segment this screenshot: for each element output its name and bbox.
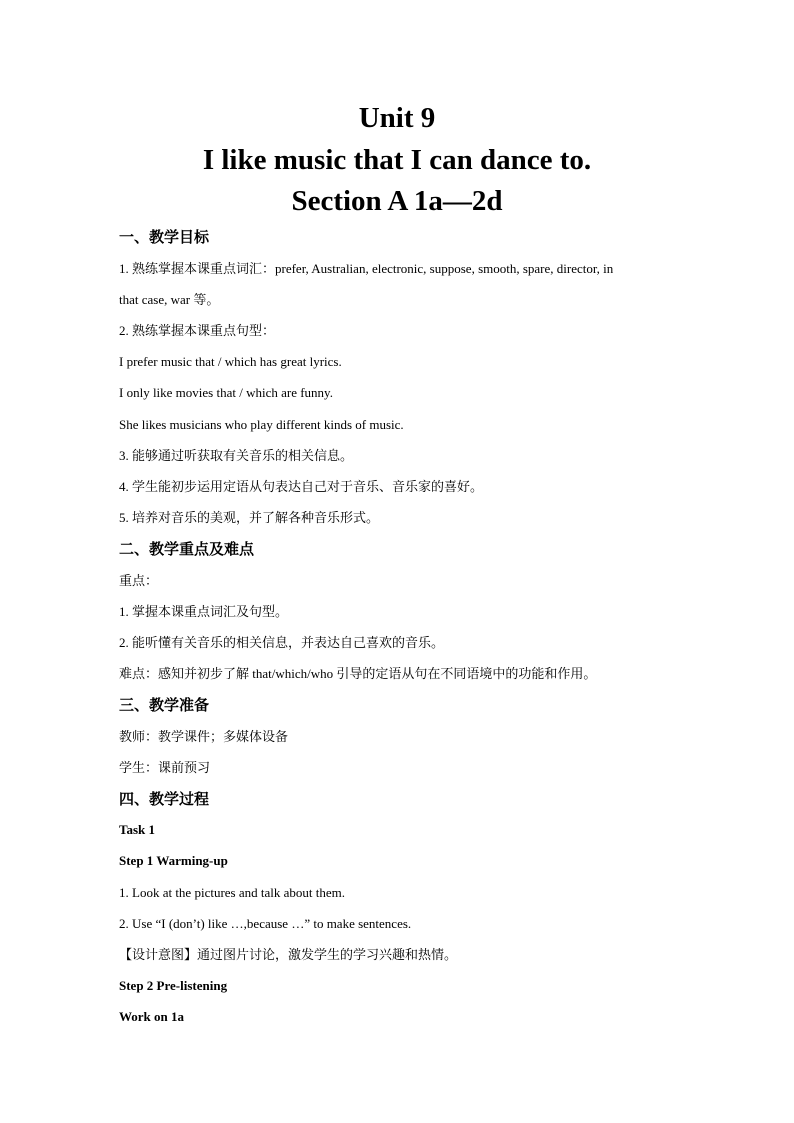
goal-item-5: 5. 培养对音乐的美观，并了解各种音乐形式。 xyxy=(119,510,380,525)
design-intent: 【设计意图】通过图片讨论，激发学生的学习兴趣和热情。 xyxy=(119,947,458,962)
goal-item-2: 2. 熟练掌握本课重点句型： xyxy=(119,323,276,338)
heading-teaching-process: 四、教学过程 xyxy=(119,790,210,808)
goal-item-3: 3. 能够通过听获取有关音乐的相关信息。 xyxy=(119,448,354,463)
goal-item-1b: that case, war 等。 xyxy=(119,292,220,307)
work-on-1a-label: Work on 1a xyxy=(119,1009,185,1024)
key-point-1: 1. 掌握本课重点词汇及句型。 xyxy=(119,604,289,619)
goal-item-4: 4. 学生能初步运用定语从句表达自己对于音乐、音乐家的喜好。 xyxy=(119,479,484,494)
section-title: Section A 1a—2d xyxy=(291,185,503,217)
unit-title: Unit 9 xyxy=(358,102,436,134)
heading-teaching-goals: 一、教学目标 xyxy=(119,228,210,246)
step-2-heading: Step 2 Pre-listening xyxy=(119,978,228,993)
step-1-item-1: 1. Look at the pictures and talk about them. xyxy=(119,885,345,900)
example-sentence-1: I prefer music that / which has great lyrics. xyxy=(119,354,342,369)
difficulty-point: 难点：感知并初步了解 that/which/who 引导的定语从句在不同语境中的功能和作用。 xyxy=(119,666,597,681)
example-sentence-3: She likes musicians who play different kinds of music. xyxy=(119,417,404,432)
teacher-preparation: 教师：教学课件；多媒体设备 xyxy=(119,729,289,744)
example-sentence-2: I only like movies that / which are funny. xyxy=(119,385,333,400)
student-preparation: 学生：课前预习 xyxy=(119,760,211,775)
heading-preparation: 三、教学准备 xyxy=(119,696,210,714)
key-points-label: 重点： xyxy=(119,573,159,588)
heading-key-points: 二、教学重点及难点 xyxy=(119,540,255,558)
step-1-heading: Step 1 Warming-up xyxy=(119,853,228,868)
key-point-2: 2. 能听懂有关音乐的相关信息，并表达自己喜欢的音乐。 xyxy=(119,635,445,650)
step-1-item-2: 2. Use “I (don’t) like …,because …” to make sentences. xyxy=(119,916,412,931)
lesson-title: I like music that I can dance to. xyxy=(202,144,592,176)
goal-item-1a: 1. 熟练掌握本课重点词汇：prefer, Australian, electronic, suppose, smooth, spare, director, in xyxy=(119,261,614,276)
task-1-label: Task 1 xyxy=(119,822,156,837)
